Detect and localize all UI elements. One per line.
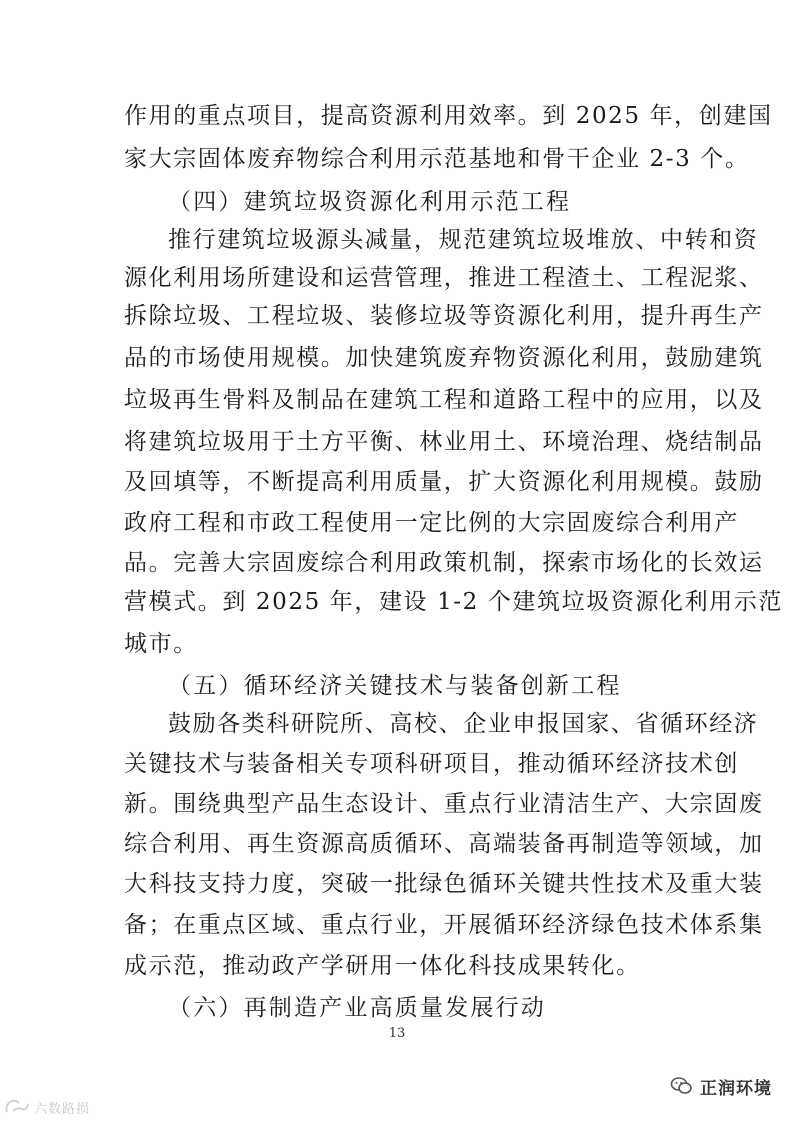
watermark-right-text: 正润环境: [700, 1078, 772, 1099]
paragraph-line: 鼓励各类科研院所、高校、企业申报国家、省循环经济: [168, 711, 759, 737]
paragraph-line: 新。围绕典型产品生态设计、重点行业清洁生产、大宗固废: [124, 791, 764, 817]
paragraph-line: 拆除垃圾、工程垃圾、装修垃圾等资源化利用，提升再生产: [124, 303, 764, 329]
paragraph-line: 备；在重点区域、重点行业，开展循环经济绿色技术体系集: [124, 912, 764, 938]
wechat-icon: [670, 1076, 692, 1096]
paragraph-line: 综合利用、再生资源高质循环、高端装备再制造等领域，加: [124, 831, 764, 857]
watermark-left-text: 六数路损: [34, 1101, 91, 1117]
section-heading: （六）再制造产业高质量发展行动: [168, 995, 546, 1021]
paragraph-line: 将建筑垃圾用于土方平衡、林业用土、环境治理、烧结制品: [124, 429, 764, 455]
paragraph-line: 垃圾再生骨料及制品在建筑工程和道路工程中的应用，以及: [124, 387, 764, 413]
paragraph-line: 及回填等，不断提高利用质量，扩大资源化利用规模。鼓励: [124, 469, 764, 495]
paragraph-line: 家大宗固体废弃物综合利用示范基地和骨干企业 2-3 个。: [124, 146, 750, 172]
page-number: 13: [388, 1026, 406, 1041]
paragraph-line: 作用的重点项目，提高资源利用效率。到 2025 年，创建国: [124, 103, 773, 129]
watermark-logo-icon: [4, 1098, 30, 1116]
watermark-left: [4, 1096, 90, 1118]
paragraph-line: 成示范，推动政产学研用一体化科技成果转化。: [124, 953, 641, 979]
section-heading: （四）建筑垃圾资源化利用示范工程: [168, 189, 572, 215]
paragraph-line: 品。完善大宗固废综合利用政策机制，探索市场化的长效运: [124, 550, 764, 576]
paragraph-line: 品的市场使用规模。加快建筑废弃物资源化利用，鼓励建筑: [124, 345, 764, 371]
paragraph-line: 营模式。到 2025 年，建设 1-2 个建筑垃圾资源化利用示范: [124, 589, 784, 615]
paragraph-line: 政府工程和市政工程使用一定比例的大宗固废综合利用产: [124, 510, 739, 536]
paragraph-line: 关键技术与装备相关专项科研项目，推动循环经济技术创: [124, 751, 739, 777]
paragraph-line: 大科技支持力度，突破一批绿色循环关键共性技术及重大装: [124, 871, 764, 897]
paragraph-line: 推行建筑垃圾源头减量，规范建筑垃圾堆放、中转和资: [168, 227, 759, 253]
watermark-right: [670, 1072, 772, 1100]
section-heading: （五）循环经济关键技术与装备创新工程: [168, 673, 622, 699]
paragraph-line: 源化利用场所建设和运营管理，推进工程渣土、工程泥浆、: [124, 265, 764, 291]
paragraph-line: 城市。: [124, 631, 198, 657]
